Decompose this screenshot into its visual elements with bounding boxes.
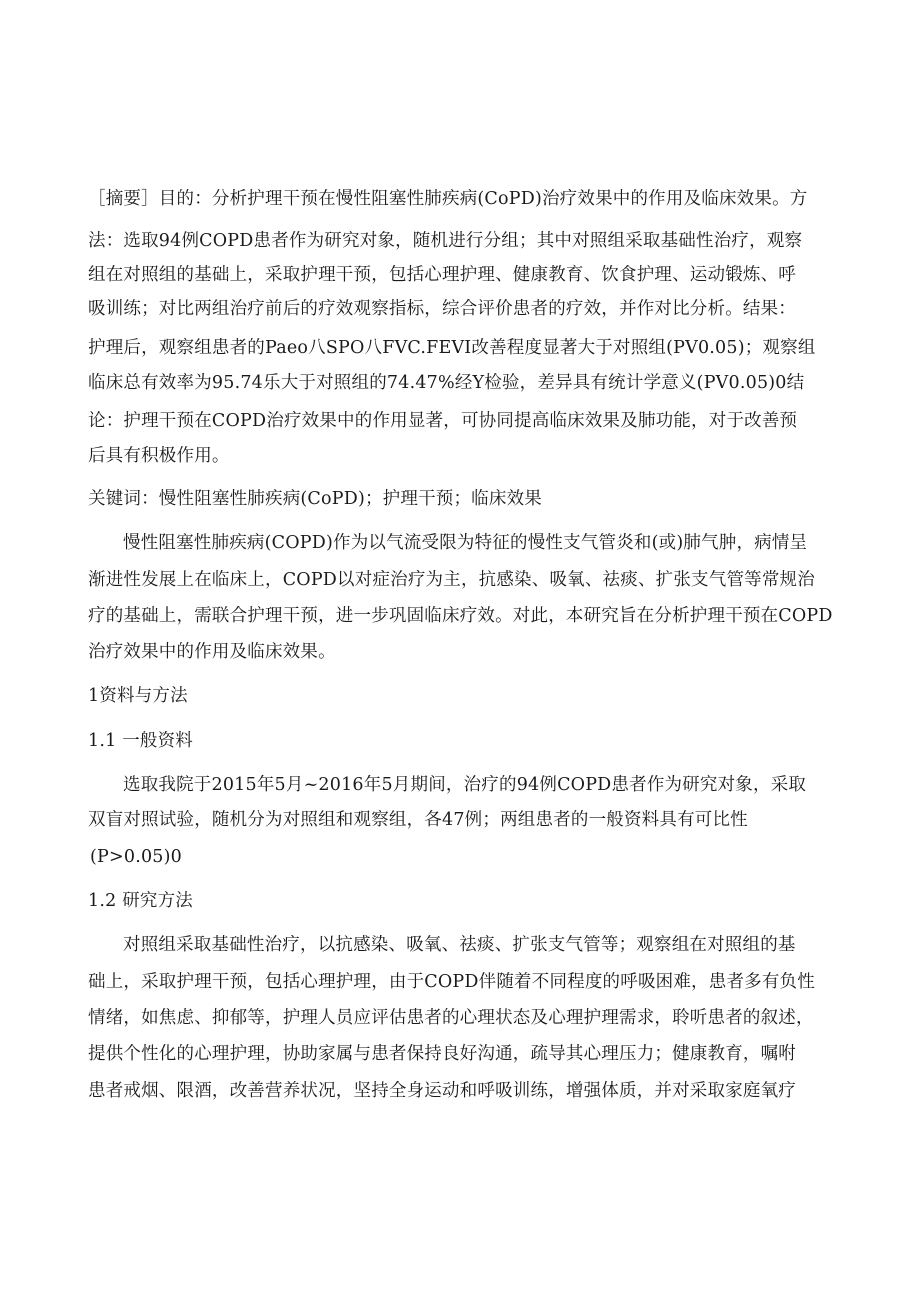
paragraph-line: 患者戒烟、限酒，改善营养状况，坚持全身运动和呼吸训练，增强体质，并对采取家庭氧疗 bbox=[88, 1081, 796, 1101]
keywords: 关键词：慢性阻塞性肺疾病(CoPD)；护理干预；临床效果 bbox=[88, 489, 542, 509]
abstract-line: 论：护理干预在COPD治疗效果中的作用显著，可协同提高临床效果及肺功能，对于改善预 bbox=[88, 411, 798, 431]
abstract-line: 后具有积极作用。 bbox=[88, 446, 230, 466]
abstract-line: 吸训练；对比两组治疗前后的疗效观察指标，综合评价患者的疗效，并作对比分析。结果： bbox=[88, 299, 796, 319]
section-heading-1: 1资料与方法 bbox=[88, 686, 188, 706]
paragraph-line: (P>0.05)0 bbox=[90, 847, 182, 867]
intro-line: 渐进性发展上在临床上，COPD以对症治疗为主，抗感染、吸氧、祛痰、扩张支气管等常规治 bbox=[88, 570, 815, 590]
intro-line: 治疗效果中的作用及临床效果。 bbox=[88, 642, 336, 662]
paragraph-line: 双盲对照试验，随机分为对照组和观察组，各47例；两组患者的一般资料具有可比性 bbox=[88, 810, 748, 830]
section-heading-1-1: 1.1 一般资料 bbox=[88, 731, 193, 751]
paragraph-line: 础上，采取护理干预，包括心理护理，由于COPD伴随着不同程度的呼吸困难，患者多有负性 bbox=[88, 972, 815, 992]
paragraph-line: 提供个性化的心理护理，协助家属与患者保持良好沟通，疏导其心理压力；健康教育，嘱咐 bbox=[88, 1044, 796, 1064]
abstract-line: 法：选取94例COPD患者作为研究对象，随机进行分组；其中对照组采取基础性治疗，观察 bbox=[88, 231, 803, 251]
abstract-line: 组在对照组的基础上，采取护理干预，包括心理护理、健康教育、饮食护理、运动锻炼、呼 bbox=[88, 265, 796, 285]
abstract-line: 临床总有效率为95.74乐大于对照组的74.47%经Y检验，差异具有统计学意义(PV0.05)0结 bbox=[88, 373, 805, 393]
intro-line: 疗的基础上，需联合护理干预，进一步巩固临床疗效。对此，本研究旨在分析护理干预在COPD bbox=[88, 606, 833, 626]
paragraph-line: 对照组采取基础性治疗，以抗感染、吸氧、祛痰、扩张支气管等；观察组在对照组的基 bbox=[123, 935, 796, 955]
section-heading-1-2: 1.2 研究方法 bbox=[88, 891, 193, 911]
intro-line: 慢性阻塞性肺疾病(COPD)作为以气流受限为特征的慢性支气管炎和(或)肺气肿，病情呈 bbox=[123, 533, 808, 553]
paragraph-line: 选取我院于2015年5月~2016年5月期间，治疗的94例COPD患者作为研究对象，采取 bbox=[123, 775, 807, 795]
abstract-line: 护理后，观察组患者的Paeo八SPO八FVC.FEVI改善程度显著大于对照组(PV0.05)；观察组 bbox=[88, 338, 816, 358]
abstract-line: ［摘要］目的：分析护理干预在慢性阻塞性肺疾病(CoPD)治疗效果中的作用及临床效果。方 bbox=[88, 189, 808, 209]
paragraph-line: 情绪，如焦虑、抑郁等，护理人员应评估患者的心理状态及心理护理需求，聆听患者的叙述， bbox=[88, 1008, 814, 1028]
